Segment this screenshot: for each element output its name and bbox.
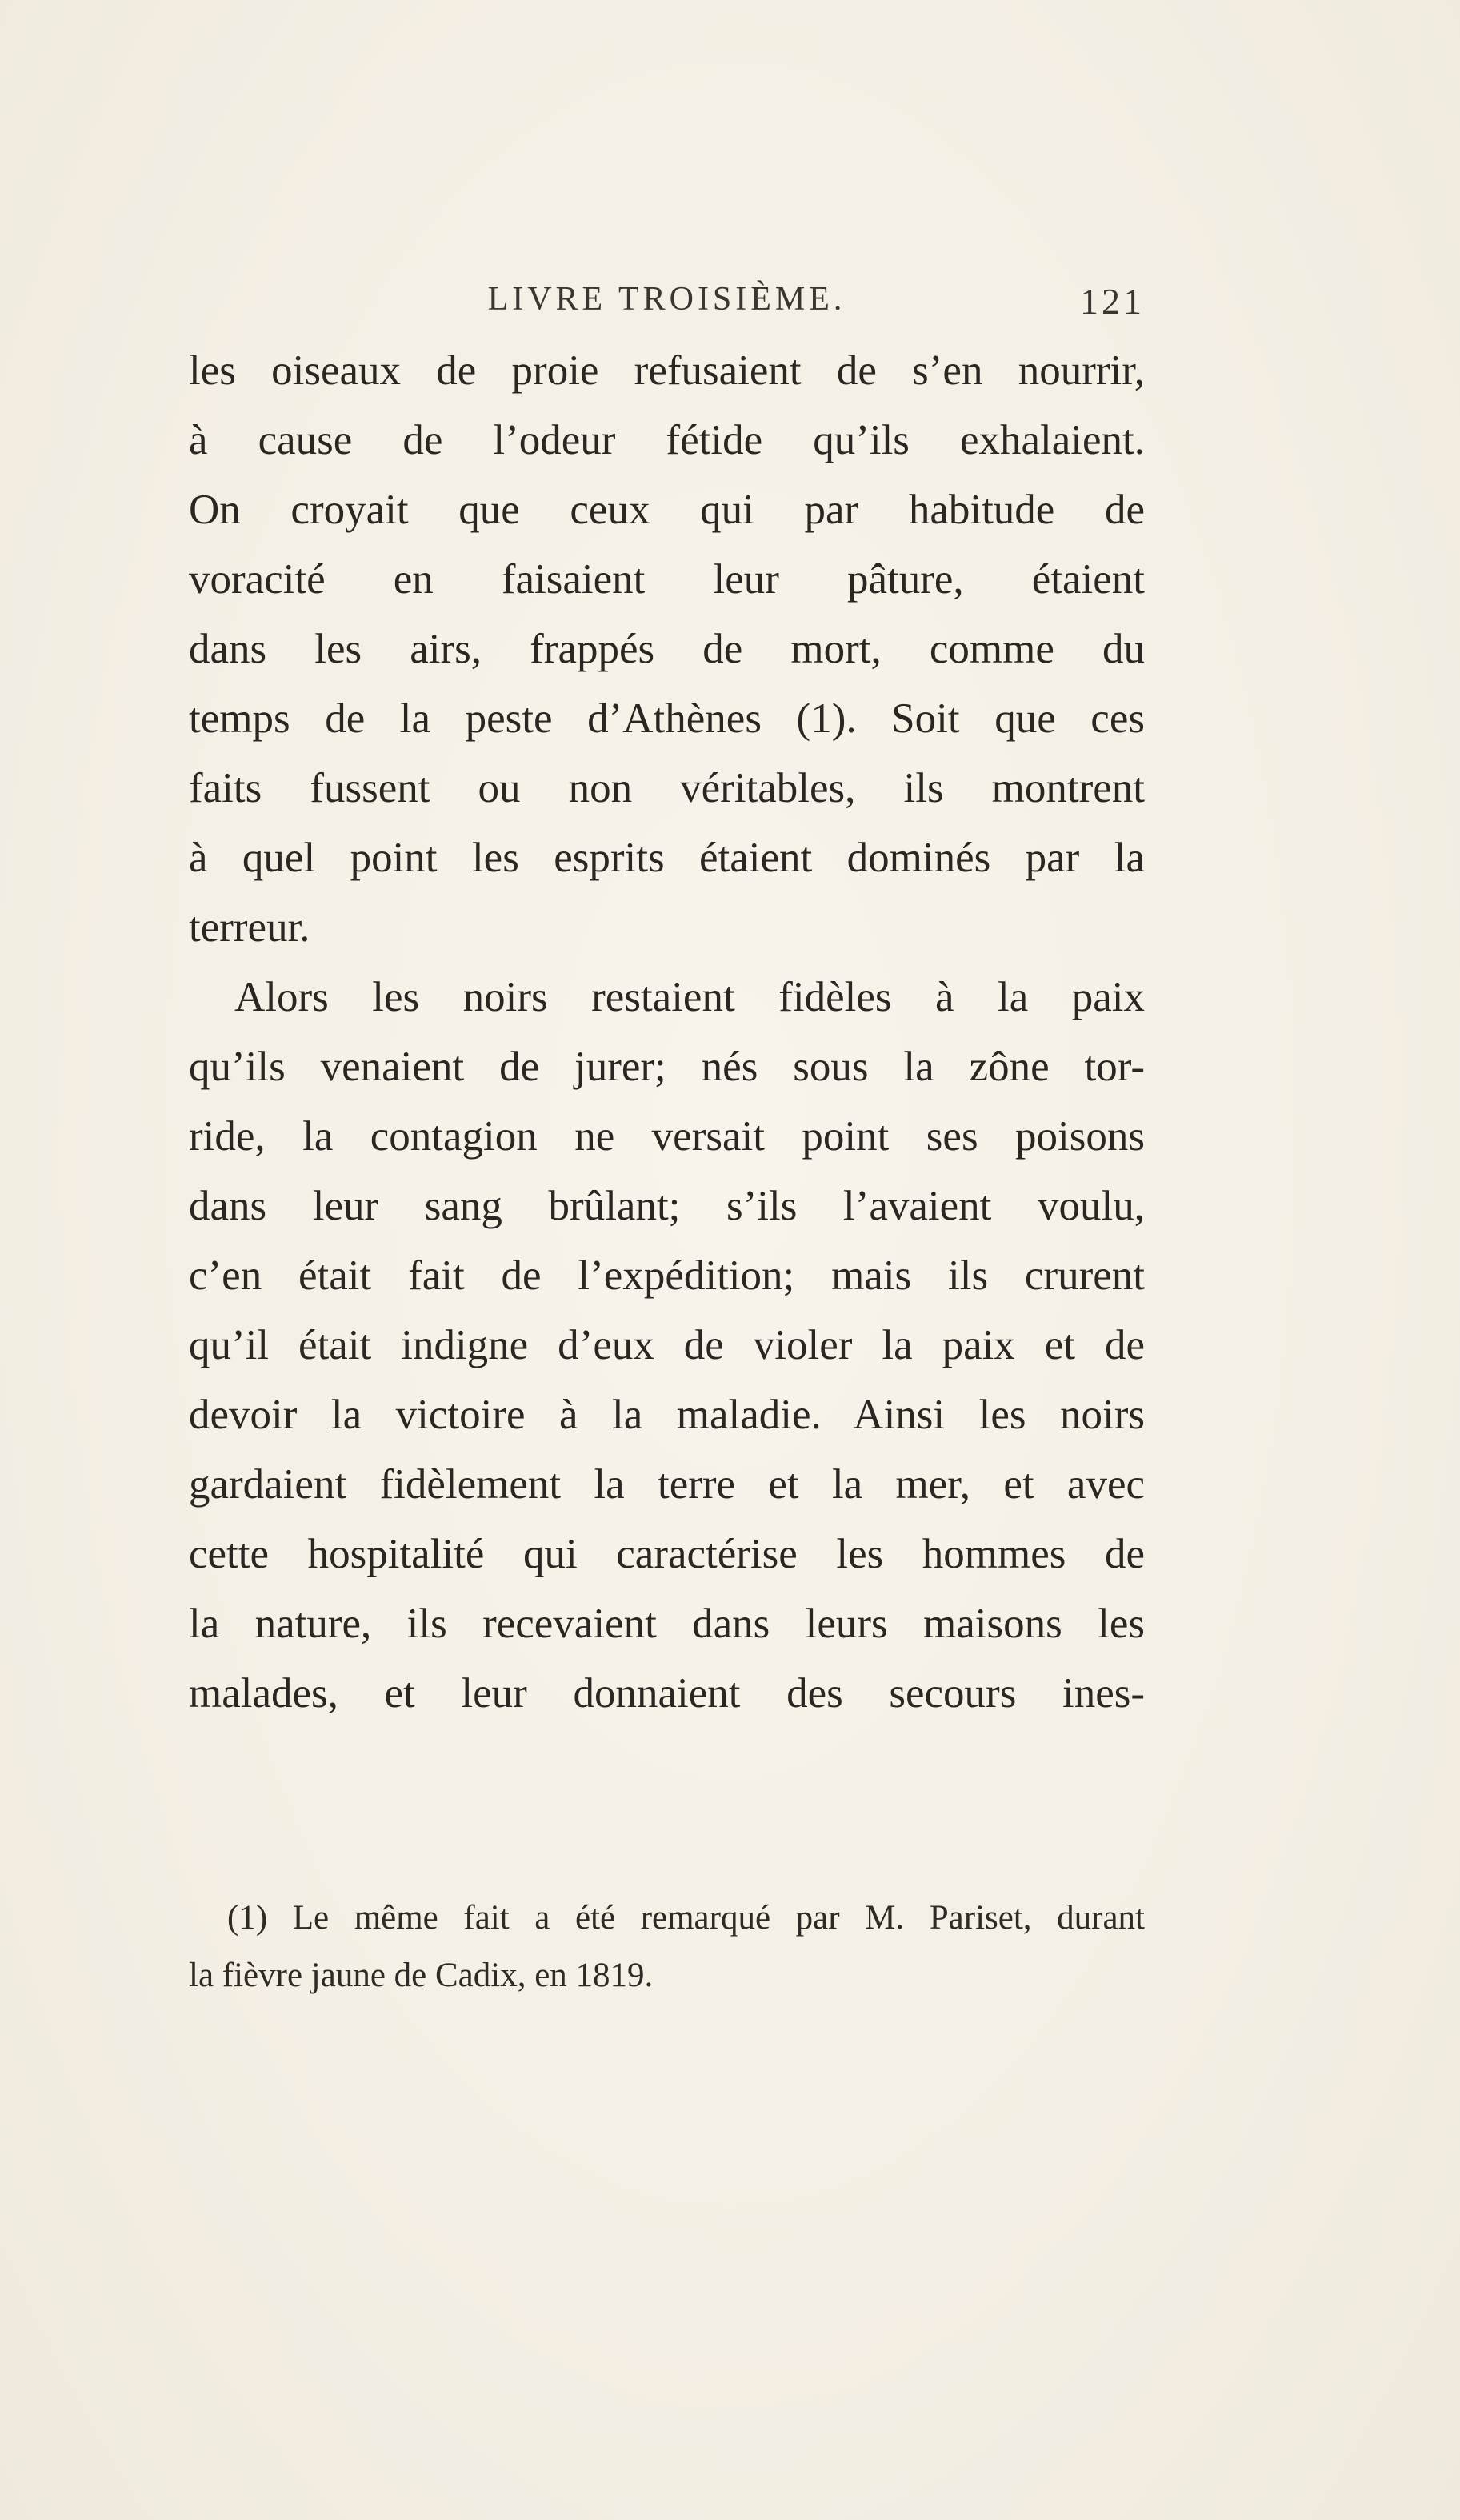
text-line: terreur. [189,904,310,951]
page-number: 121 [1080,281,1145,322]
text-line: On croyait que ceux qui par habitude de [189,487,1145,533]
footnote-line: la fièvre jaune de Cadix, en 1819. [189,1957,654,1994]
running-title: LIVRE TROISIÈME. [487,281,846,318]
text-line: devoir la victoire à la maladie. Ainsi les noirs [189,1392,1145,1438]
text-line: ride, la contagion ne versait point ses poisons [189,1113,1145,1160]
text-line: dans les airs, frappés de mort, comme du [189,626,1145,672]
text-line: dans leur sang brûlant; s’ils l’avaient voulu, [189,1183,1145,1229]
text-line: qu’il était indigne d’eux de violer la paix et de [189,1322,1145,1368]
text-line: qu’ils venaient de jurer; nés sous la zône tor- [189,1044,1145,1090]
text-line: voracité en faisaient leur pâture, étaient [189,556,1145,603]
footnote [189,1889,1145,2005]
text-line: Alors les noirs restaient fidèles à la paix [234,974,1145,1020]
running-head [189,280,1145,328]
text-line: faits fussent ou non véritables, ils montrent [189,765,1145,811]
text-line: temps de la peste d’Athènes (1). Soit que ces [189,695,1145,742]
text-line: la nature, ils recevaient dans leurs maisons les [189,1601,1145,1647]
text-line: les oiseaux de proie refusaient de s’en nourrir, [189,347,1145,394]
text-line: à quel point les esprits étaient dominés par la [189,835,1145,881]
text-line: cette hospitalité qui caractérise les hommes de [189,1531,1145,1577]
body-text [189,336,1145,1729]
text-line: malades, et leur donnaient des secours ines- [189,1670,1145,1717]
footnote-line: (1) Le même fait a été remarqué par M. Pariset, durant [227,1899,1145,1937]
text-line: c’en était fait de l’expédition; mais ils crurent [189,1252,1145,1299]
text-line: gardaient fidèlement la terre et la mer, et avec [189,1461,1145,1508]
text-line: à cause de l’odeur fétide qu’ils exhalaient. [189,417,1145,463]
